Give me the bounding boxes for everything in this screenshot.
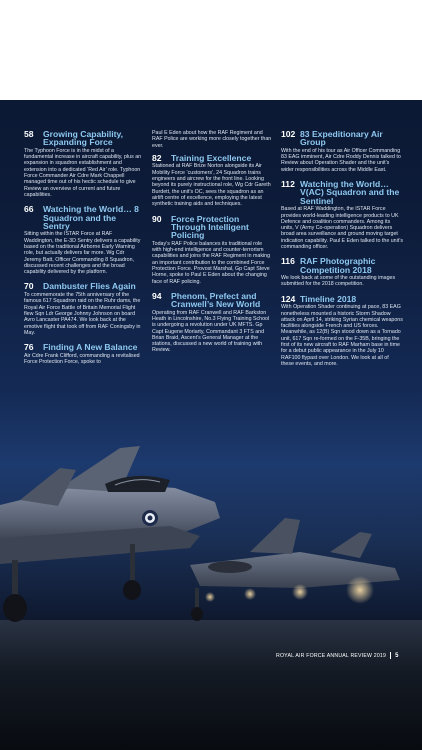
footer-divider [390, 652, 391, 659]
continued-summary: Paul E Eden about how the RAF Regiment and RAF Police are working more closely together than ever. [152, 130, 272, 149]
page-number: 90 [152, 213, 162, 224]
entry-title: Training Excellence [171, 152, 252, 163]
entry-summary: Based at RAF Waddington, the ISTAR Force provides world-leading intelligence products to UK Defence and coalition commanders. Among its units, V (Army Co-operation) Squadron delivers broad area surveillance and ground moving target indication capability. Paul E Eden talked to the unit’s commanding officer. [281, 206, 404, 250]
entry-summary: Air Cdre Frank Clifford, commanding a revitalised Force Protection Force, spoke to [24, 352, 140, 366]
contents-column-right [281, 130, 403, 374]
entry-summary: Stationed at RAF Brize Norton alongside its Air Mobility Force ‘customers’, 24 Squadron trains engineers and aircrew for the front line. Looking beyond its purely instructional role, Wg Cdr Gareth Burdett, the unit’s OC, sees the squadron as an airlift centre of excellence, employing the latest synthetic training aids and techniques. [152, 163, 271, 208]
page-number: 70 [24, 281, 34, 292]
contents-entry [24, 343, 142, 365]
contents-entry [24, 205, 142, 275]
page-footer [276, 652, 399, 659]
front-jet [0, 446, 220, 622]
entry-title: Watching the World… 8 Squadron and the Sentry [43, 204, 139, 231]
page-number: 82 [152, 152, 162, 163]
entry-summary: Sitting within the ISTAR Force at RAF Waddington, the E-3D Sentry delivers a capability based on the traditional Airborne Early Warning role, but actually delivers far more. Wg Cdr Jeremy Batt, Officer Commanding 8 Squadron, discussed recent challenges and the broad capability delivered by the platform. [24, 231, 141, 276]
entry-summary: Today’s RAF Police balances its traditional role with high-end intelligence and counter-terrorism capabilities and joins the RAF Regiment in making an important contribution to the combined Force Protection Force. Provost Marshal, Gp Capt Steve Horne, spoke to Paul E Eden about the changing face of RAF policing. [152, 240, 271, 285]
contents-entry [24, 130, 142, 198]
entry-summary: With the end of his tour as Air Officer Commanding 83 EAG imminent, Air Cdre Roddy Dennis talked to Review about Operation Shader and the unit’s wider responsibilities across the Middle East. [281, 147, 401, 173]
page-number: 58 [24, 129, 34, 139]
contents-entry [152, 292, 272, 354]
contents-entry [281, 295, 403, 368]
entry-summary: To commemorate the 75th anniversary of the famous 617 Squadron raid on the Ruhr dams, the Royal Air Force Battle of Britain Memorial Flight flew Sqn Ldr George Johnny Johnson on board Avro Lancaster PA474. We look back at the emotive flight that took off from RAF Coningsby in May. [24, 292, 141, 336]
page-number: 76 [24, 342, 34, 353]
contents-entry [152, 215, 272, 285]
entry-title: RAF Photographic Competition 2018 [300, 256, 376, 275]
page-number: 102 [281, 129, 296, 139]
contents-entry [281, 257, 403, 287]
entry-summary: The Typhoon Force is in the midst of a fundamental increase in aircraft capability, plus an expansion in squadron establishment and extension into a dedicated ‘Red Air’ role. Typhoon Force Commander Air Cdre Mark Chappell managed time out of his hectic schedule to give Review an overview of current and future capabilities. [24, 147, 142, 198]
entry-title: Phenom, Prefect and Cranwell’s New World [171, 290, 261, 310]
entry-summary: We look back at some of the outstanding images submitted for the 2018 competition. [281, 275, 396, 288]
contents-column-left [24, 130, 142, 372]
page-number: 124 [281, 293, 296, 304]
rear-jet [190, 518, 400, 588]
contents-entry [281, 180, 403, 250]
entry-title: Dambuster Flies Again [43, 281, 136, 292]
folio-number: 5 [395, 652, 399, 659]
contents-entry [281, 130, 403, 173]
entry-title: Finding A New Balance [43, 342, 138, 353]
page-number: 116 [281, 256, 295, 267]
entry-title: Watching the World… V(AC) Squadron and the Sentinel [300, 179, 400, 206]
page-number: 112 [281, 179, 295, 189]
contents-column-middle [152, 130, 272, 361]
entry-summary: Operating from RAF Cranwell and RAF Barkston Heath in Lincolnshire, No.3 Flying Training School is undergoing a revolution under UK MFTS. Gp Capt Eugene Moriarty, Commandant 3 FTS and Brian Braid, Ascent’s General Manager at the stations, discussed a new world of training with Review. [152, 309, 270, 354]
entry-title: 83 Expeditionary Air Group [300, 129, 383, 148]
f35-aircraft-photo [0, 440, 422, 750]
entry-title: Timeline 2018 [300, 293, 357, 304]
entry-title: Force Protection Through Intelligent Policing [171, 213, 249, 241]
page-number: 94 [152, 290, 162, 301]
entry-title: Growing Capability, Expanding Force [43, 129, 124, 148]
contents-entry [152, 154, 272, 208]
top-margin [0, 0, 422, 100]
entry-summary: With Operation Shader continuing at pace, 83 EAG nonetheless mounted a historic Storm Shadow attack on April 14, striking Syrian chemical weapons facilities alongside French and US forces. Meanwhile, as 12(B) Sqn stood down as a Tornado unit, 617 Sqn re-formed on the F-35B, bringing the first of its new aircraft to RAF Marham base in time for a debut public appearance in the July 10 RAF100 flypast over London. We look at all of these events, and more. [281, 304, 403, 367]
page-number: 66 [24, 204, 34, 215]
contents-entry [24, 282, 142, 336]
publication-name: ROYAL AIR FORCE ANNUAL REVIEW 2019 [276, 652, 387, 659]
